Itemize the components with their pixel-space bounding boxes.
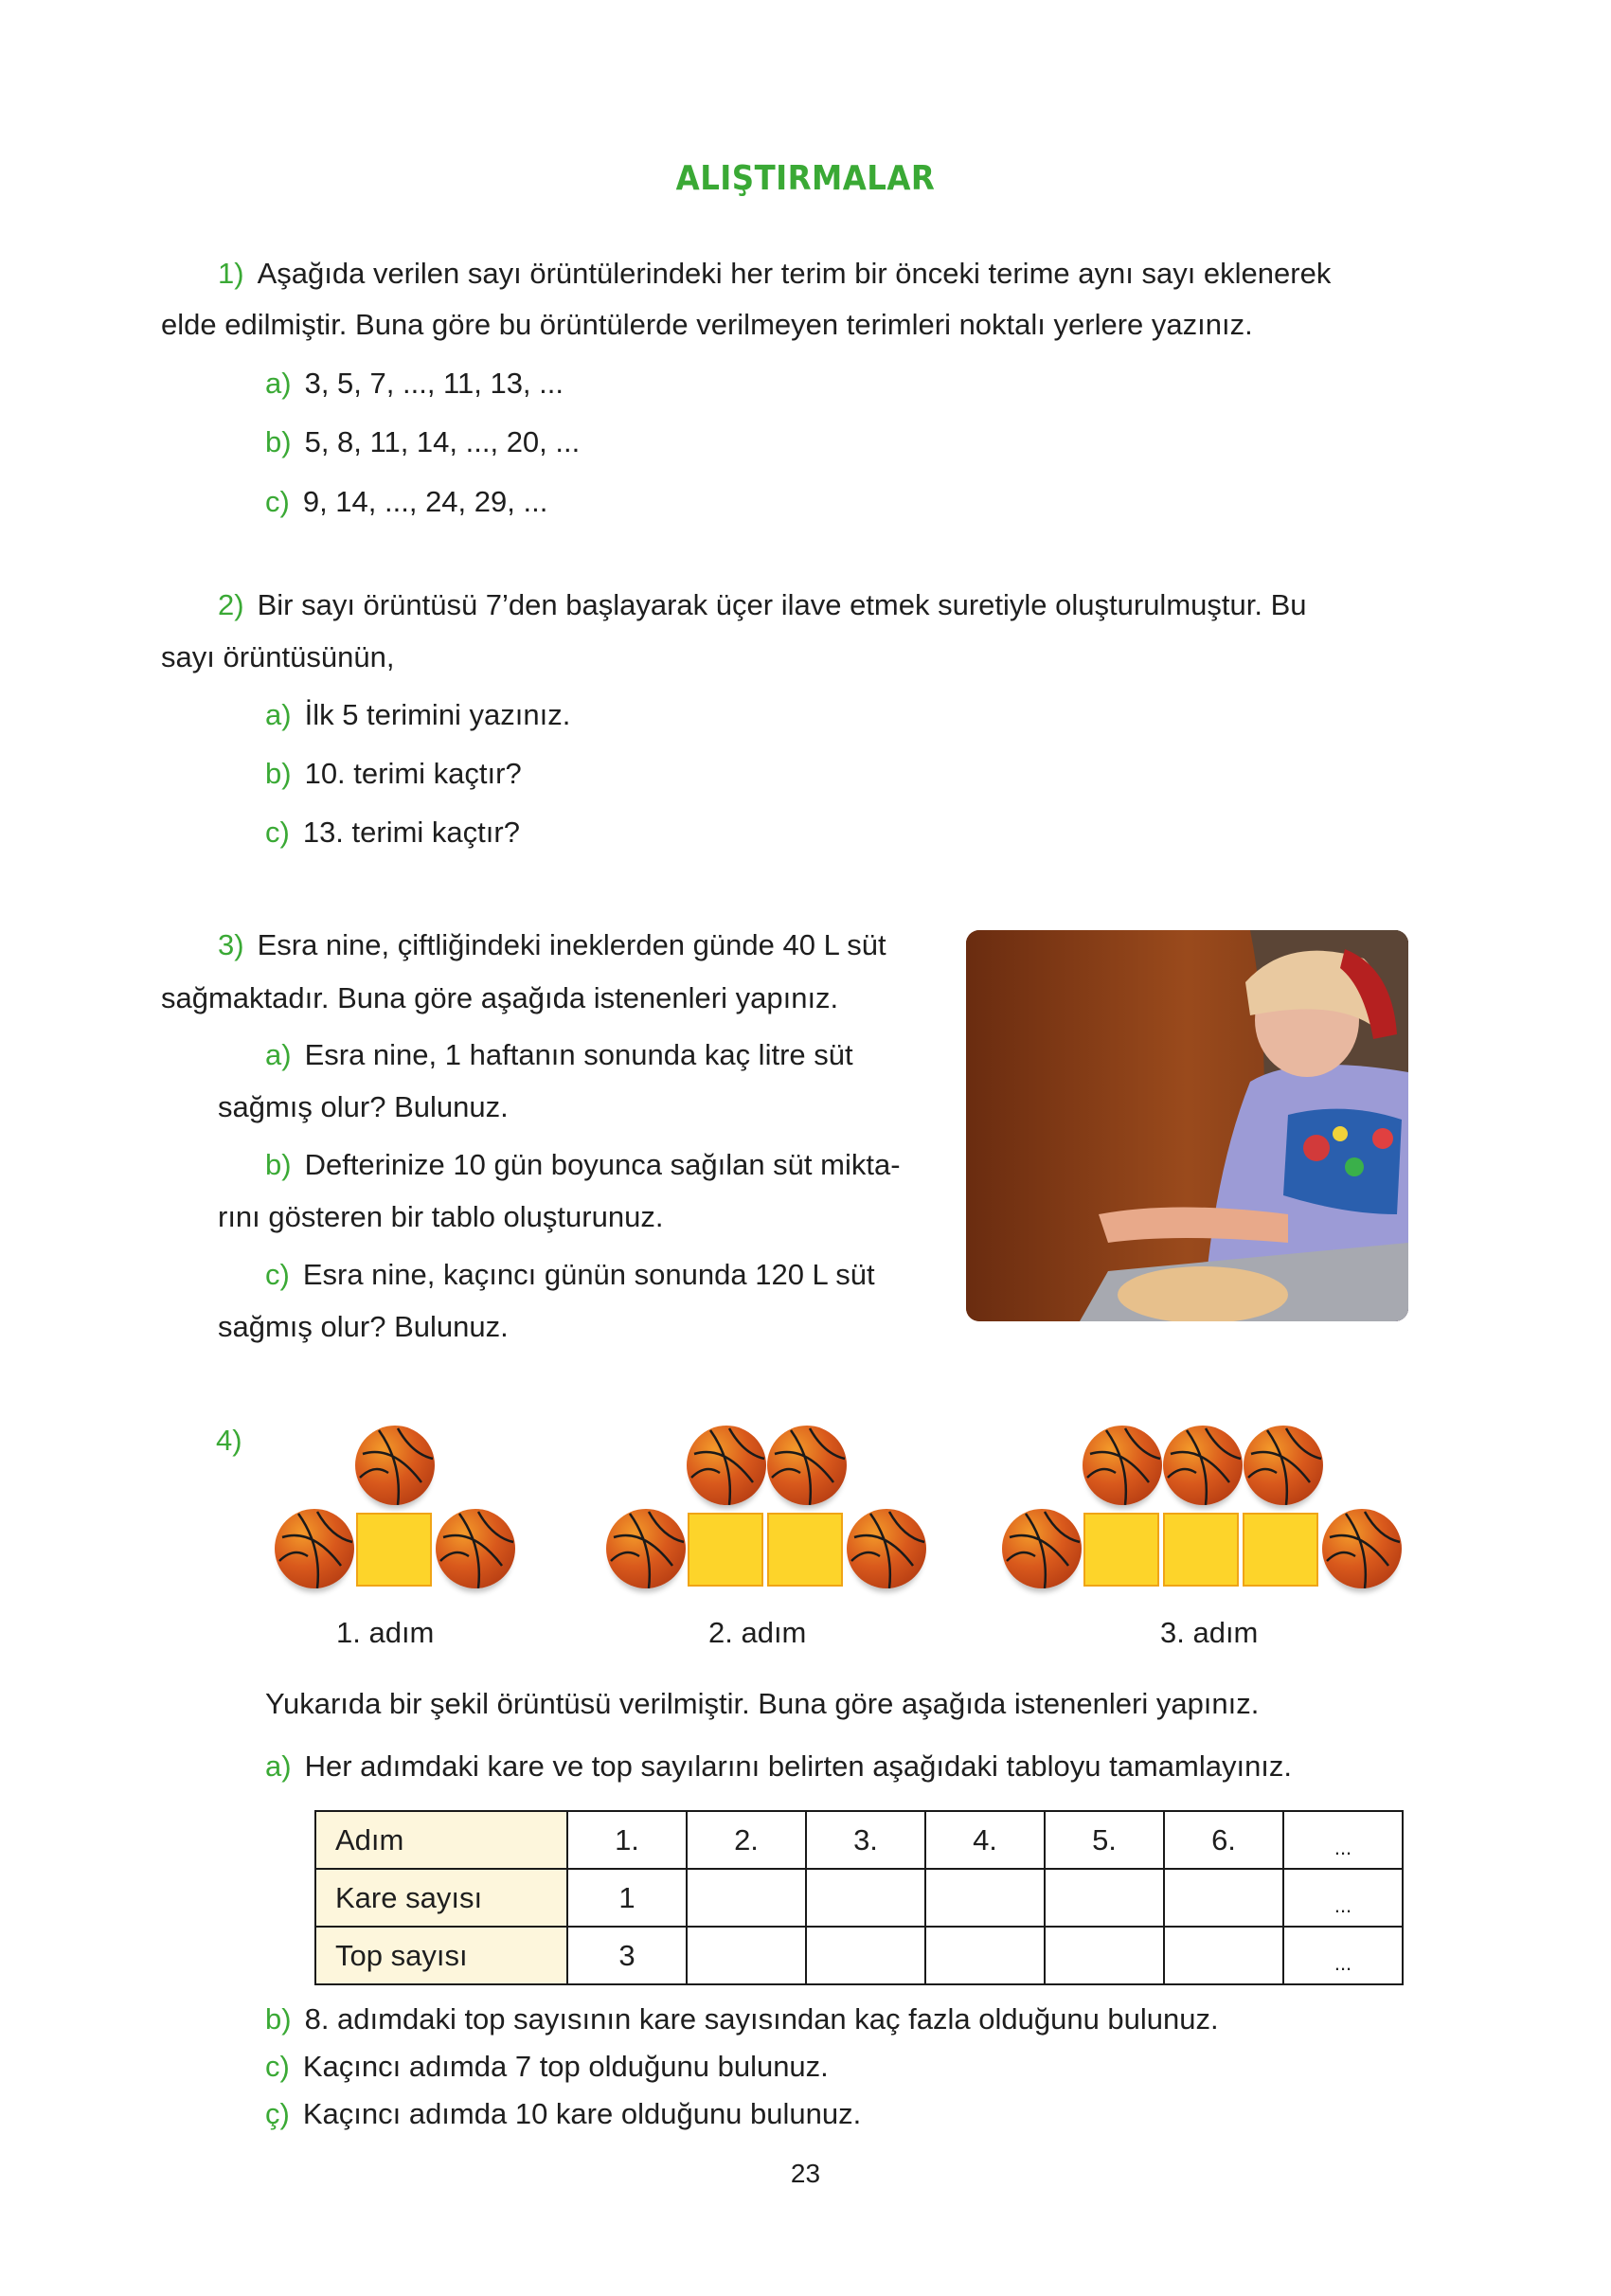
table-cell-blank[interactable] <box>806 1927 925 1984</box>
basketball-icon <box>847 1509 926 1588</box>
q2-line1: 2) Bir sayı örüntüsü 7’den başlayarak üçer ilave etmek suretiyle oluşturulmuştur. Bu <box>218 588 1307 621</box>
table-cell: 5. <box>1045 1811 1164 1869</box>
table-cell-blank[interactable] <box>1164 1869 1283 1927</box>
table-cell: 1. <box>567 1811 687 1869</box>
pattern-table <box>314 1810 1404 1985</box>
q1-item-a: a) 3, 5, 7, ..., 11, 13, ... <box>265 367 564 400</box>
q3-item-c-cont: sağmış olur? Bulunuz. <box>218 1310 509 1343</box>
table-row <box>315 1927 1403 1984</box>
table-row <box>315 1811 1403 1869</box>
basketball-icon <box>275 1509 354 1588</box>
q4-number: 4) <box>216 1424 242 1457</box>
row-header: Top sayısı <box>315 1927 567 1984</box>
q1-number: 1) <box>218 257 244 290</box>
q4-item-b: b) 8. adımdaki top sayısının kare sayısından kaç fazla olduğunu bulunuz. <box>265 2002 1219 2036</box>
q1-line1: 1) Aşağıda verilen sayı örüntülerindeki her terim bir önceki terime aynı sayı eklenerek <box>218 257 1332 290</box>
table-cell-blank[interactable] <box>925 1927 1045 1984</box>
table-cell: 6. <box>1164 1811 1283 1869</box>
table-cell: ... <box>1283 1869 1403 1927</box>
row-header: Kare sayısı <box>315 1869 567 1927</box>
basketball-icon <box>1083 1426 1162 1505</box>
basketball-icon <box>767 1426 847 1505</box>
basketball-icon <box>436 1509 515 1588</box>
q3-line2: sağmaktadır. Buna göre aşağıda istenenleri yapınız. <box>161 981 839 1014</box>
q3-item-b-cont: rını gösteren bir tablo oluşturunuz. <box>218 1200 664 1233</box>
square-shape <box>1083 1513 1159 1587</box>
q4-intro: Yukarıda bir şekil örüntüsü verilmiştir. Buna göre aşağıda istenenleri yapınız. <box>265 1687 1260 1720</box>
pattern-step-2 <box>606 1426 928 1596</box>
row-header: Adım <box>315 1811 567 1869</box>
q1-item-b: b) 5, 8, 11, 14, ..., 20, ... <box>265 425 581 458</box>
table-cell: 4. <box>925 1811 1045 1869</box>
q4-item-a: a) Her adımdaki kare ve top sayılarını belirten aşağıdaki tabloyu tamamlayınız. <box>265 1749 1293 1783</box>
milking-photo <box>966 930 1408 1321</box>
q2-item-b: b) 10. terimi kaçtır? <box>265 757 522 790</box>
table-cell-blank[interactable] <box>1045 1927 1164 1984</box>
q3-item-a-cont: sağmış olur? Bulunuz. <box>218 1090 509 1123</box>
q3-line1: 3) Esra nine, çiftliğindeki ineklerden günde 40 L süt <box>218 928 886 961</box>
basketball-icon <box>687 1426 766 1505</box>
pattern-step-3 <box>1002 1426 1409 1596</box>
basketball-icon <box>1244 1426 1323 1505</box>
table-cell: ... <box>1283 1811 1403 1869</box>
table-cell-blank[interactable] <box>1164 1927 1283 1984</box>
table-cell: 3. <box>806 1811 925 1869</box>
q3-number: 3) <box>218 928 244 961</box>
pattern-step-1 <box>275 1426 521 1596</box>
square-shape <box>1163 1513 1239 1587</box>
milking-illustration <box>966 930 1408 1321</box>
table-cell: 3 <box>567 1927 687 1984</box>
q4-item-cc: ç) Kaçıncı adımda 10 kare olduğunu bulunuz. <box>265 2097 862 2130</box>
q3-item-a: a) Esra nine, 1 haftanın sonunda kaç litre süt <box>265 1038 853 1071</box>
table-row <box>315 1869 1403 1927</box>
q1-item-c: c) 9, 14, ..., 24, 29, ... <box>265 485 548 518</box>
q3-item-b: b) Defterinize 10 gün boyunca sağılan süt mikta- <box>265 1148 901 1181</box>
step-label-3: 3. adım <box>1160 1616 1259 1649</box>
square-shape <box>767 1513 843 1587</box>
q2-item-a: a) İlk 5 terimini yazınız. <box>265 698 571 731</box>
q1-line2: elde edilmiştir. Buna göre bu örüntülerde verilmeyen terimleri noktalı yerlere yazınız. <box>161 308 1253 341</box>
page-title: ALIŞTIRMALAR <box>675 159 936 198</box>
table-cell: 2. <box>687 1811 806 1869</box>
basketball-icon <box>1163 1426 1243 1505</box>
table-cell: 1 <box>567 1869 687 1927</box>
square-shape <box>688 1513 763 1587</box>
table-cell-blank[interactable] <box>925 1869 1045 1927</box>
q2-item-c: c) 13. terimi kaçtır? <box>265 816 520 849</box>
basketball-icon <box>1322 1509 1402 1588</box>
q4-item-c: c) Kaçıncı adımda 7 top olduğunu bulunuz. <box>265 2050 829 2083</box>
basketball-icon <box>606 1509 686 1588</box>
table-cell: ... <box>1283 1927 1403 1984</box>
q3-item-c: c) Esra nine, kaçıncı günün sonunda 120 L süt <box>265 1258 875 1291</box>
basketball-icon <box>355 1426 435 1505</box>
table-cell-blank[interactable] <box>687 1869 806 1927</box>
table-cell-blank[interactable] <box>806 1869 925 1927</box>
q2-line2: sayı örüntüsünün, <box>161 640 395 673</box>
q2-number: 2) <box>218 588 244 621</box>
table-cell-blank[interactable] <box>1045 1869 1164 1927</box>
step-label-1: 1. adım <box>336 1616 435 1649</box>
square-shape <box>1243 1513 1318 1587</box>
step-label-2: 2. adım <box>708 1616 807 1649</box>
page-number: 23 <box>790 2159 821 2188</box>
basketball-icon <box>1002 1509 1082 1588</box>
square-shape <box>356 1513 432 1587</box>
table-cell-blank[interactable] <box>687 1927 806 1984</box>
